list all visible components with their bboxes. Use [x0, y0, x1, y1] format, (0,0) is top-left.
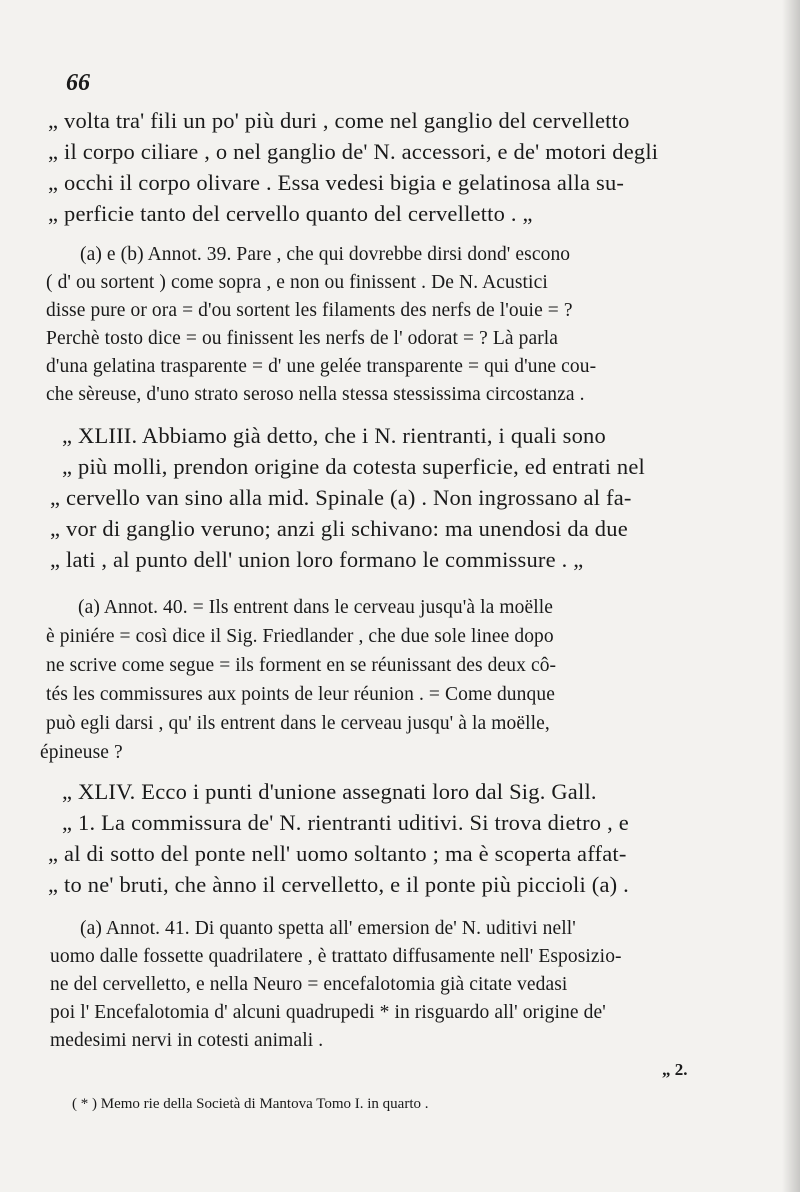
annotation-line: è piniére = così dice il Sig. Friedlander , che due sole linee dopo	[46, 626, 554, 647]
catchword: „ 2.	[662, 1060, 688, 1079]
annotation-line: medesimi nervi in cotesti animali .	[50, 1030, 324, 1051]
page-number: 66	[66, 70, 90, 96]
annotation-line: ( d' ou sortent ) come sopra , e non ou finissent . De N. Acustici	[46, 272, 548, 293]
annotation-line: tés les commissures aux points de leur réunion . = Come dunque	[46, 684, 555, 705]
text-line: „ cervello van sino alla mid. Spinale (a) . Non ingrossano al fa-	[50, 485, 632, 510]
annotation-line: (a) Annot. 40. = Ils entrent dans le cerveau jusqu'à la moëlle	[78, 597, 554, 618]
annotation-line: uomo dalle fossette quadrilatere , è trattato diffusamente nell' Esposizio-	[50, 946, 622, 967]
annotation-line: épineuse ?	[40, 742, 123, 763]
annotation-line: disse pure or ora = d'ou sortent les filaments des nerfs de l'ouie = ?	[46, 300, 573, 321]
annotation-line: poi l' Encefalotomia d' alcuni quadrupedi * in risguardo all' origine de'	[50, 1002, 606, 1023]
annotation-line: può egli darsi , qu' ils entrent dans le cerveau jusqu' à la moëlle,	[46, 713, 550, 734]
text-line: „ to ne' bruti, che ànno il cervelletto, e il ponte più piccioli (a) .	[48, 872, 629, 897]
annotation-line: Perchè tosto dice = ou finissent les nerfs de l' odorat = ? Là parla	[46, 328, 559, 349]
footnote: ( * ) Memo rie della Società di Mantova Tomo I. in quarto .	[72, 1096, 429, 1112]
annotation-line: che sèreuse, d'uno strato seroso nella stessa stessissima circostanza .	[46, 384, 585, 405]
text-line: „ XLIII. Abbiamo già detto, che i N. rientranti, i quali sono	[62, 423, 606, 448]
text-line: „ 1. La commissura de' N. rientranti uditivi. Si trova dietro , e	[62, 810, 629, 835]
text-line: „ il corpo ciliare , o nel ganglio de' N. accessori, e de' motori degli	[48, 139, 659, 164]
text-line: „ al di sotto del ponte nell' uomo soltanto ; ma è scoperta affat-	[48, 841, 627, 866]
annotation-line: ne scrive come segue = ils forment en se réunissant des deux cô-	[46, 655, 557, 676]
annotation-line: (a) e (b) Annot. 39. Pare , che qui dovrebbe dirsi dond' escono	[80, 244, 571, 265]
annotation-line: d'una gelatina trasparente = d' une gelée transparente = qui d'une cou-	[46, 356, 597, 377]
text-line: „ volta tra' fili un po' più duri , come nel ganglio del cervelletto	[48, 108, 630, 133]
text-line: „ XLIV. Ecco i punti d'unione assegnati loro dal Sig. Gall.	[62, 779, 597, 804]
text-line: „ vor di ganglio veruno; anzi gli schivano: ma unendosi da due	[50, 516, 628, 541]
text-line: „ lati , al punto dell' union loro formano le commissure . „	[50, 547, 584, 572]
text-line: „ perficie tanto del cervello quanto del cervelletto . „	[48, 201, 533, 226]
annotation-line: ne del cervelletto, e nella Neuro = encefalotomia già citate vedasi	[50, 974, 568, 995]
text-line: „ occhi il corpo olivare . Essa vedesi bigia e gelatinosa alla su-	[48, 170, 625, 195]
annotation-line: (a) Annot. 41. Di quanto spetta all' emersion de' N. uditivi nell'	[80, 918, 576, 939]
text-line: „ più molli, prendon origine da cotesta superficie, ed entrati nel	[62, 454, 646, 479]
